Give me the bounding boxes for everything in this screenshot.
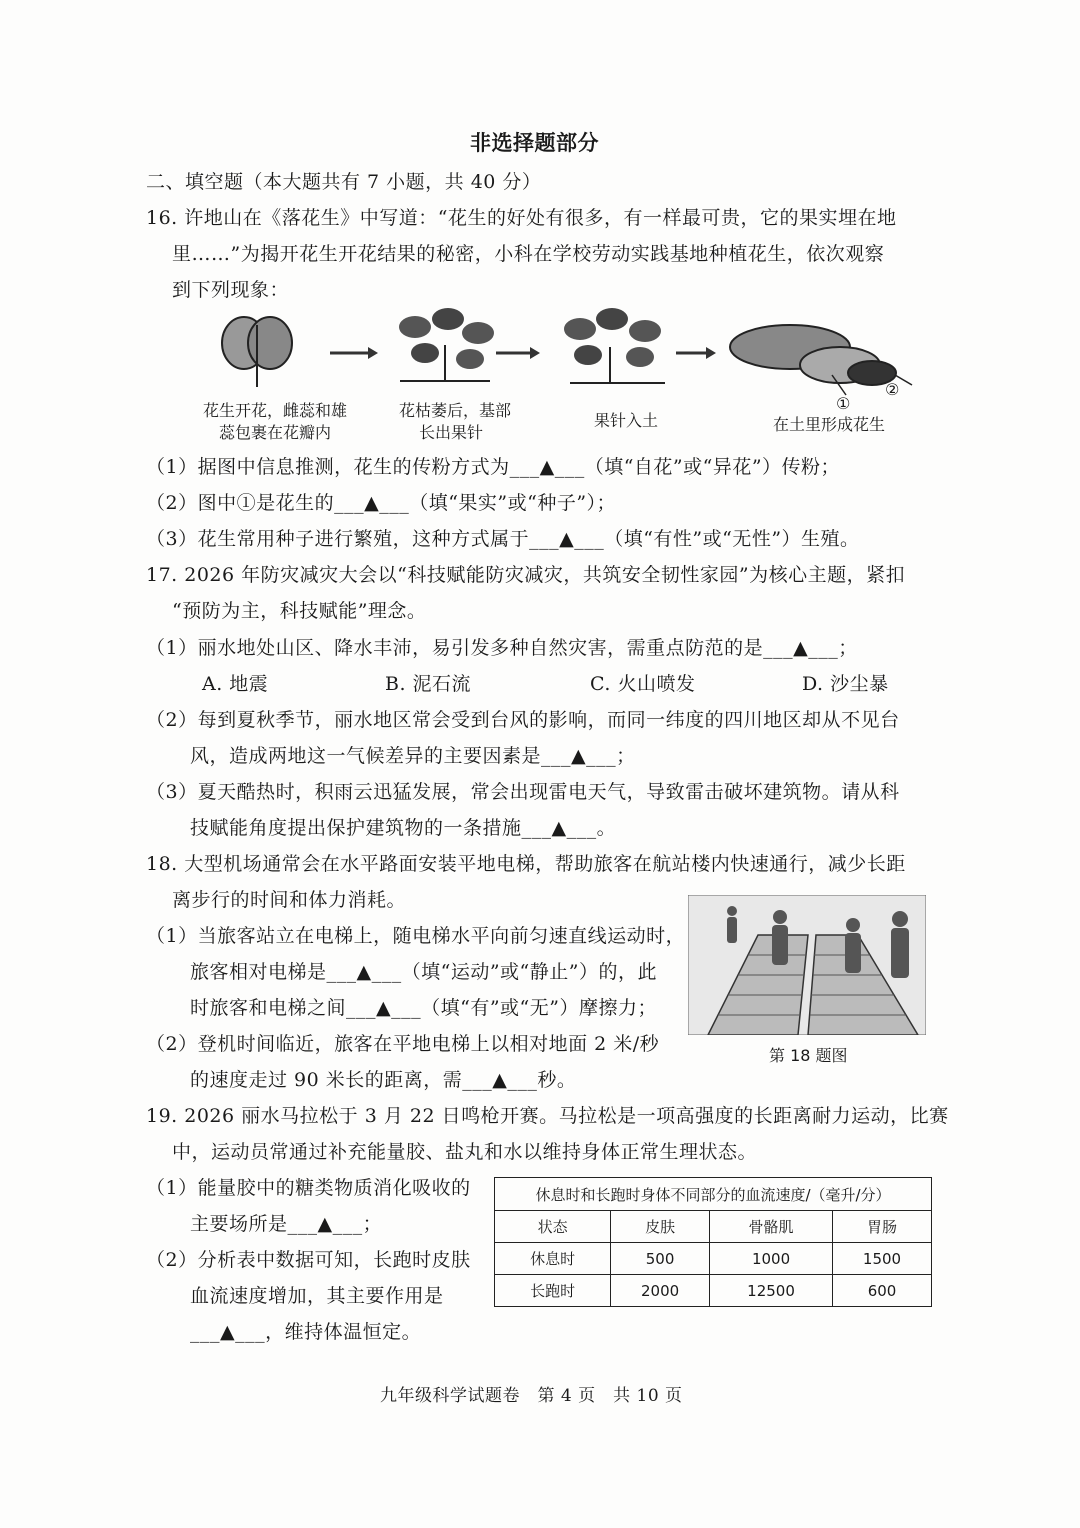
table-header: 胃肠 bbox=[833, 1211, 932, 1243]
caption-2a: 花枯萎后，基部 bbox=[399, 401, 512, 420]
arrow-3 bbox=[676, 347, 716, 359]
fig18-caption: 第 18 题图 bbox=[769, 1046, 848, 1065]
table-header: 皮肤 bbox=[611, 1211, 710, 1243]
arrow-2 bbox=[496, 347, 540, 359]
q17-sub-2b: 风，造成两地这一气候差异的主要因素是___▲___； bbox=[190, 745, 636, 767]
q16-sub-3: （3）花生常用种子进行繁殖，这种方式属于___▲___（填“有性”或“无性”）生殖。 bbox=[146, 528, 860, 550]
q19-sub-2b: 血流速度增加，其主要作用是 bbox=[190, 1285, 444, 1307]
table-header: 状态 bbox=[495, 1211, 611, 1243]
page-footer: 九年级科学试题卷 第 4 页 共 10 页 bbox=[380, 1386, 683, 1406]
q19-sub-1a: （1）能量胶中的糖类物质消化吸收的 bbox=[146, 1177, 471, 1199]
table-cell: 2000 bbox=[611, 1275, 710, 1307]
table-cell: 长跑时 bbox=[495, 1275, 611, 1307]
part-heading: 二、填空题（本大题共有 7 小题，共 40 分） bbox=[146, 171, 542, 193]
section-title: 非选择题部分 bbox=[470, 130, 599, 155]
q16-line-1: 16. 许地山在《落花生》中写道：“花生的好处有很多，有一样最可贵，它的果实埋在地 bbox=[146, 207, 897, 229]
blood-flow-table bbox=[494, 1177, 932, 1307]
q18-sub-1a: （1）当旅客站立在电梯上，随电梯水平向前匀速直线运动时， bbox=[146, 925, 686, 947]
peanut-flower-illustration bbox=[222, 317, 292, 387]
table-title: 休息时和长跑时身体不同部分的血流速度/（毫升/分） bbox=[495, 1178, 932, 1211]
caption-4: 在土里形成花生 bbox=[773, 415, 886, 434]
caption-1b: 蕊包裹在花瓣内 bbox=[219, 423, 332, 442]
q19-sub-1b: 主要场所是___▲___； bbox=[190, 1213, 383, 1235]
q18-line-2: 离步行的时间和体力消耗。 bbox=[172, 889, 407, 911]
q17-option-c: C. 火山喷发 bbox=[590, 673, 696, 695]
arrow-1 bbox=[330, 347, 378, 359]
q16-sub-1: （1）据图中信息推测，花生的传粉方式为___▲___（填“自花”或“异花”）传粉； bbox=[146, 456, 841, 478]
q17-option-a: A. 地震 bbox=[202, 673, 269, 695]
table-row bbox=[495, 1243, 932, 1275]
moving-walkway-illustration bbox=[688, 895, 926, 1035]
caption-1a: 花生开花，雌蕊和雄 bbox=[203, 401, 348, 420]
q17-sub-3a: （3）夏天酷热时，积雨云迅猛发展，常会出现雷电天气，导致雷击破坏建筑物。请从科 bbox=[146, 781, 900, 803]
q17-sub-3b: 技赋能角度提出保护建筑物的一条措施___▲___。 bbox=[190, 817, 617, 839]
table-cell: 500 bbox=[611, 1243, 710, 1275]
q18-line-1: 18. 大型机场通常会在水平路面安装平地电梯，帮助旅客在航站楼内快速通行，减少长距 bbox=[146, 853, 906, 875]
q18-sub-2b: 的速度走过 90 米长的距离，需___▲___秒。 bbox=[190, 1069, 577, 1091]
q16-line-3: 到下列现象： bbox=[172, 279, 290, 301]
q19-sub-2a: （2）分析表中数据可知，长跑时皮肤 bbox=[146, 1249, 471, 1271]
q17-sub-2a: （2）每到夏秋季节，丽水地区常会受到台风的影响，而同一纬度的四川地区却从不见台 bbox=[146, 709, 900, 731]
peg-into-soil-illustration bbox=[564, 308, 665, 383]
caption-3: 果针入土 bbox=[594, 411, 659, 430]
q17-option-d: D. 沙尘暴 bbox=[802, 673, 889, 695]
q19-line-2: 中，运动员常通过补充能量胶、盐丸和水以维持身体正常生理状态。 bbox=[172, 1141, 758, 1163]
table-cell: 休息时 bbox=[495, 1243, 611, 1275]
peanut-growth-figure bbox=[200, 305, 930, 405]
q18-sub-1b: 旅客相对电梯是___▲___（填“运动”或“静止”）的，此 bbox=[190, 961, 657, 983]
table-cell: 1500 bbox=[833, 1243, 932, 1275]
q19-sub-2c: ___▲___，维持体温恒定。 bbox=[190, 1321, 422, 1343]
table-row bbox=[495, 1275, 932, 1307]
table-cell: 600 bbox=[833, 1275, 932, 1307]
q18-sub-2a: （2）登机时间临近，旅客在平地电梯上以相对地面 2 米/秒 bbox=[146, 1033, 660, 1055]
marker-1: ① bbox=[836, 394, 851, 413]
q17-sub-1: （1）丽水地处山区、降水丰沛，易引发多种自然灾害，需重点防范的是___▲___； bbox=[146, 637, 858, 659]
q17-line-2: “预防为主，科技赋能”理念。 bbox=[172, 600, 427, 622]
table-cell: 1000 bbox=[710, 1243, 833, 1275]
q19-line-1: 19. 2026 丽水马拉松于 3 月 22 日鸣枪开赛。马拉松是一项高强度的长距离耐力运动，比赛 bbox=[146, 1105, 949, 1127]
plant-with-pegs-illustration bbox=[399, 308, 494, 381]
q17-option-b: B. 泥石流 bbox=[385, 673, 472, 695]
table-header: 骨骼肌 bbox=[710, 1211, 833, 1243]
marker-2: ② bbox=[885, 380, 900, 399]
q16-sub-2: （2）图中①是花生的___▲___（填“果实”或“种子”）； bbox=[146, 492, 617, 514]
q18-sub-1c: 时旅客和电梯之间___▲___（填“有”或“无”）摩擦力； bbox=[190, 997, 657, 1019]
q16-line-2: 里……”为揭开花生开花结果的秘密，小科在学校劳动实践基地种植花生，依次观察 bbox=[172, 243, 885, 265]
caption-2b: 长出果针 bbox=[419, 423, 484, 442]
q17-line-1: 17. 2026 年防灾减灾大会以“科技赋能防灾减灾，共筑安全韧性家园”为核心主题，紧扣 bbox=[146, 564, 906, 586]
table-cell: 12500 bbox=[710, 1275, 833, 1307]
